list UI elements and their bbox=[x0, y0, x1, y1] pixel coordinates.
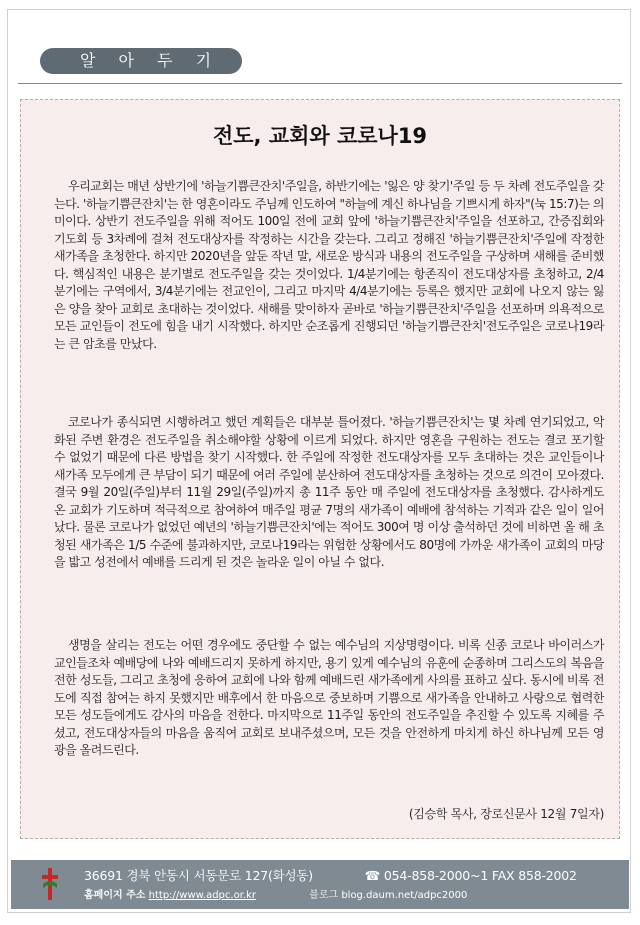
article-source: (김승학 목사, 장로신문사 12월 7일자) bbox=[408, 807, 604, 821]
footer-phone: ☎ 054-858-2000~1 FAX 858-2002 bbox=[364, 868, 577, 883]
article-paragraph: 코로나가 종식되면 시행하려고 했던 계획들은 대부분 틀어졌다. '하늘기쁨큰잔치'는 몇 차례 연기되었고, 악화된 주변 환경은 전도주일을 취소해야할 상황에 이르게 되었다. 하지만 영혼을 구원하는 전도는 결코 포기할 수 없었기 때문에 다른 방법을 찾기 시작했다. 한 주일에 작정한 전도대상자를 모두 초대하는 것은 교인들이나 새가족 모두에게 큰 부담이 되기 때문에 여러 주일에 분산하여 전도대상자를 초청하는 것으로 의견이 모아졌다. 결국 9월 20일(주일)부터 11월 29일(주일)까지 총 11주 동안 매 주일에 전도대상자를 초청했다. 감사하게도 온 교회가 기도하며 적극적으로 참여하여 매주일 평균 7명의 새가족이 예배에 참석하는 기적과 같은 일이 일어났다. 물론 코로나가 없었던 예년의 '하늘기쁨큰잔치'에는 적어도 300여 명 이상 출석하던 것에 비하면 올 해 초청된 새가족은 1/5 수준에 불과하지만, 코로나19라는 위험한 상황에서도 80명에 가까운 새가족이 교회의 마당을 밟고 성전에서 예배를 드리게 된 것은 놀라운 일이 아닐 수 없다. bbox=[54, 415, 605, 569]
article-paragraph: 생명을 살리는 전도는 어떤 경우에도 중단할 수 없는 예수님의 지상명령이다. 비록 신종 코로나 바이러스가 교인들조차 예배당에 나와 예배드리지 못하게 하지만, 용기 있게 예수님의 유훈에 순종하며 그리스도의 복음을 전한 성도들, 그리고 초청에 응하여 교회에 나와 함께 예배드린 새가족에게 사의를 표하고 싶다. 동시에 비록 전도에 직접 참여는 하지 못했지만 배후에서 한 마음으로 중보하며 기쁨으로 새가족을 안내하고 사랑으로 협력한 모든 성도들에게도 감사의 마음을 전한다. 마지막으로 11주일 동안의 전도주일을 추진할 수 있도록 지혜를 주셨고, 전도대상자들의 마음을 움직여 교회로 보내주셨으며, 모든 것을 안전하게 마치게 하신 하나님께 모든 영광을 올려드린다. bbox=[54, 638, 604, 757]
footer-address: 36691 경북 안동시 서동문로 127(화성동) bbox=[84, 868, 313, 883]
article-paragraph: 우리교회는 매년 상반기에 '하늘기쁨큰잔치'주일을, 하반기에는 '잃은 양 찾기'주일 등 두 차례 전도주일을 갖는다. '하늘기쁨큰잔치'는 한 영혼이라도 주님께 인도하여 "하늘에 계신 하나님을 기쁘시게 하자"(눅 15:7)는 의미이다. 상반기 전도주일을 위해 적어도 100일 전에 교회 앞에 '하늘기쁨큰잔치'주일을 선포하고, 간증집회와 기도회 등 3차례에 걸쳐 전도대상자를 작정하는 시간을 갖는다. 그리고 정해진 '하늘기쁨큰잔치'주일에 작정한 새가족을 초청한다. 하지만 2020년을 앞둔 작년 말, 새로운 방식과 내용의 전도주일을 구상하며 새해를 준비했다. 핵심적인 내용은 분기별로 전도주일을 갖는 것이었다. 1/4분기에는 항존직이 전도대상자를 초청하고, 2/4분기에는 구역에서, 3/4분기에는 전교인이, 그리고 마지막 4/4분기에는 등록은 했지만 교회에 나오지 않는 잃은 양을 찾아 교회로 초대하는 것이었다. 새해를 맞이하자 곧바로 '하늘기쁨큰잔치'주일을 선포하며 의욕적으로 모든 교인들이 전도에 힘을 내기 시작했다. 하지만 순조롭게 진행되던 '하늘기쁨큰잔치'전도주일은 코로나19라는 큰 암초를 만났다. bbox=[54, 179, 605, 351]
footer-contact bbox=[84, 866, 577, 884]
homepage-link[interactable]: http://www.adpc.or.kr bbox=[148, 890, 256, 901]
church-logo-icon bbox=[40, 868, 60, 900]
homepage-label: 홈페이지 주소 bbox=[84, 890, 146, 901]
blog-address: 블로그 blog.daum.net/adpc2000 bbox=[309, 890, 468, 901]
footer-links bbox=[84, 886, 467, 901]
article-title: 전도, 교회와 코로나19 bbox=[212, 124, 428, 148]
header-divider bbox=[18, 83, 622, 84]
section-label: 알 아 두 기 bbox=[40, 48, 242, 74]
